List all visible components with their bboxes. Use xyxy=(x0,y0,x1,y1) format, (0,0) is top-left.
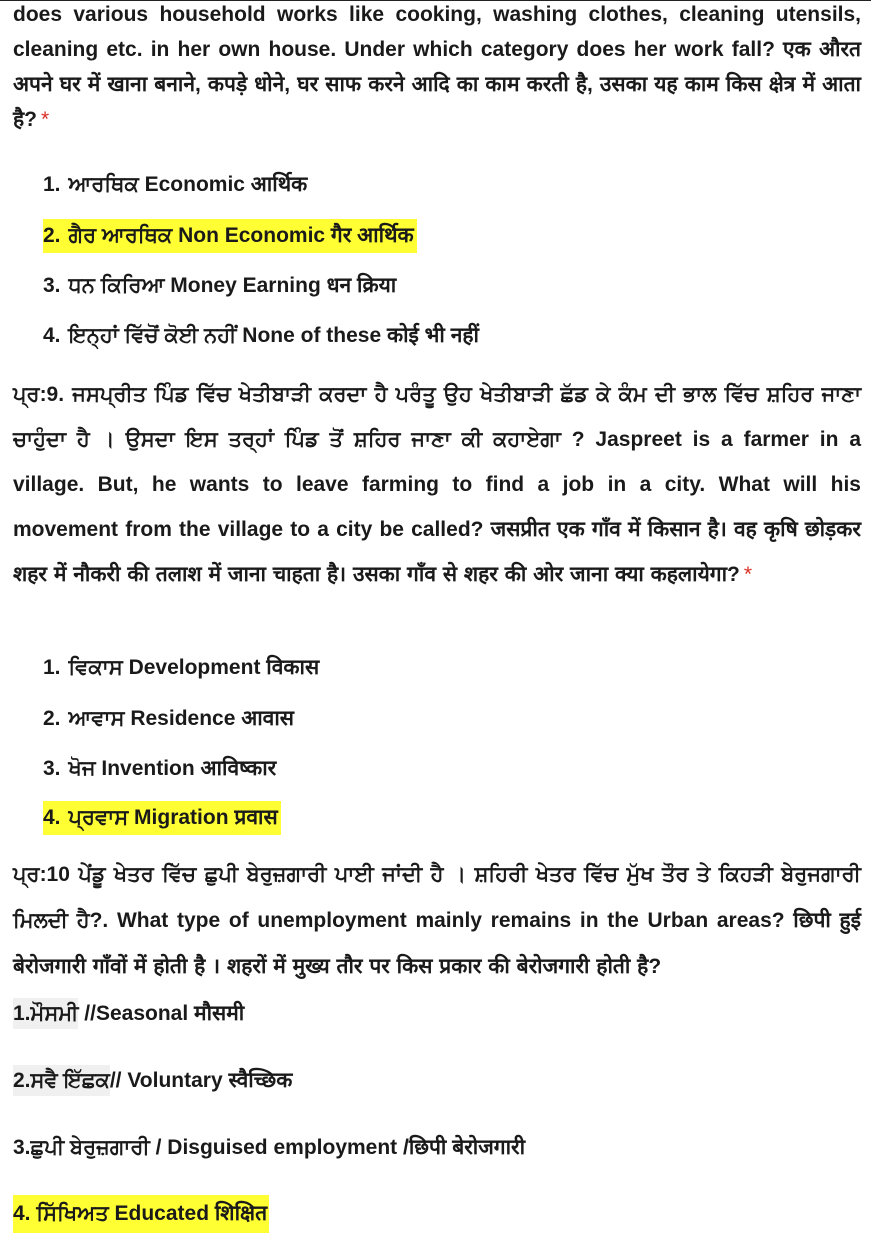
question-8-text xyxy=(13,0,861,137)
question-8-body: does various household works like cooking, washing clothes, cleaning utensils, cleaning etc. in her own house. Under which category does her work fall? एक औरत अपने घर में खाना बनाने, कपड़े धोने, घर साफ करने आदि का काम करती है, उसका यह काम किस क्षेत्र में आता है? xyxy=(13,3,861,131)
q10-option-3[interactable] xyxy=(13,1129,525,1167)
option-number: 3. xyxy=(43,757,61,780)
q8-option-2-selected[interactable] xyxy=(43,219,417,253)
option-number: 2. xyxy=(43,707,61,730)
q10-option-4-selected[interactable] xyxy=(13,1195,269,1233)
q10-option-2[interactable] xyxy=(13,1062,292,1100)
option-number: 4. xyxy=(43,324,61,347)
option-label-punjabi: 4. ਸਿੱਖਿਅਤ xyxy=(13,1202,109,1225)
option-number: 1. xyxy=(43,173,61,196)
required-asterisk: * xyxy=(743,563,753,586)
question-9-text xyxy=(13,372,861,597)
option-number: 3. xyxy=(43,274,61,297)
option-label: ਆਰਥਿਕ Economic आर्थिक xyxy=(68,173,308,196)
question-10-text xyxy=(13,852,861,990)
option-label-rest: / Disguised employment /छिपी बेरोजगारी xyxy=(149,1136,526,1159)
q9-option-3[interactable] xyxy=(43,752,276,786)
q8-option-3[interactable] xyxy=(43,269,396,303)
option-label: ਇਨ੍ਹਾਂ ਵਿੱਚੋਂ ਕੋਈ ਨਹੀਂ None of these कोई भी नहीं xyxy=(68,324,479,347)
q9-option-2[interactable] xyxy=(43,702,294,736)
option-label: ਧਨ ਕਿਰਿਆ Money Earning धन क्रिया xyxy=(68,274,397,297)
option-label-punjabi: 2.ਸਵੈ ਇੱਛਕ xyxy=(13,1065,110,1096)
option-label: ਵਿਕਾਸ Development विकास xyxy=(68,656,320,679)
option-label: ਆਵਾਸ Residence आवास xyxy=(68,707,294,730)
q8-option-4[interactable] xyxy=(43,319,479,353)
option-label-rest: Educated शिक्षित xyxy=(108,1202,268,1225)
q9-option-1[interactable] xyxy=(43,651,319,685)
option-label: ਗੈਰ ਆਰਥਿਕ Non Economic गैर आर्थिक xyxy=(68,224,414,247)
option-label-rest: //Seasonal मौसमी xyxy=(78,1002,245,1025)
question-9-body: ਪ੍ਰ:9. ਜਸਪ੍ਰੀਤ ਪਿੰਡ ਵਿੱਚ ਖੇਤੀਬਾੜੀ ਕਰਦਾ ਹੈ ਪਰੰਤੂ ਉਹ ਖੇਤੀਬਾੜੀ ਛੱਡ ਕੇ ਕੰਮ ਦੀ ਭਾਲ ਵਿੱਚ ਸ਼ਹਿਰ ਜਾਣਾ ਚਾਹੁੰਦਾ ਹੈ । ਉਸਦਾ ਇਸ ਤਰ੍ਹਾਂ ਪਿੰਡ ਤੋਂ ਸ਼ਹਿਰ ਜਾਣਾ ਕੀ ਕਹਾਏਗਾ ? Jaspreet is a farmer in a village. But, he wants to leave farming to find a job in a city. What will his movement from the village to a city be called? जसप्रीत एक गाँव में किसान है। वह कृषि छोड़कर शहर में नौकरी की तलाश में जाना चाहता है। उसका गाँव से शहर की ओर जाना क्या कहलायेगा? xyxy=(13,383,861,586)
q8-option-1[interactable] xyxy=(43,168,307,202)
option-label-punjabi: 1.ਮੌਸਮੀ xyxy=(13,998,78,1029)
option-label-rest: // Voluntary स्वैच्छिक xyxy=(109,1069,293,1092)
option-label-punjabi: 3.ਛੁਪੀ ਬੇਰੁਜ਼ਗਾਰੀ xyxy=(13,1136,150,1159)
q10-option-1[interactable] xyxy=(13,995,244,1033)
option-number: 1. xyxy=(43,656,61,679)
question-10-body: ਪ੍ਰ:10 ਪੇਂਡੂ ਖੇਤਰ ਵਿੱਚ ਛੁਪੀ ਬੇਰੁਜ਼ਗਾਰੀ ਪਾਈ ਜਾਂਦੀ ਹੈ । ਸ਼ਹਿਰੀ ਖੇਤਰ ਵਿੱਚ ਮੁੱਖ ਤੌਰ ਤੇ ਕਿਹੜੀ ਬੇਰੁਜਗਾਰੀ ਮਿਲਦੀ ਹੈ?. What type of unemployment mainly remains in the Urban areas? छिपी हुई बेरोजगारी गाँवों में होती है । शहरों में मुख्य तौर पर किस प्रकार की बेरोजगारी होती है? xyxy=(13,863,861,978)
q9-option-4-selected[interactable] xyxy=(43,801,281,835)
option-number: 4. xyxy=(43,806,61,829)
option-label: ਖੋਜ Invention आविष्कार xyxy=(68,757,277,780)
option-label: ਪ੍ਰਵਾਸ Migration प्रवास xyxy=(68,806,278,829)
option-number: 2. xyxy=(43,224,61,247)
required-asterisk: * xyxy=(40,108,50,131)
